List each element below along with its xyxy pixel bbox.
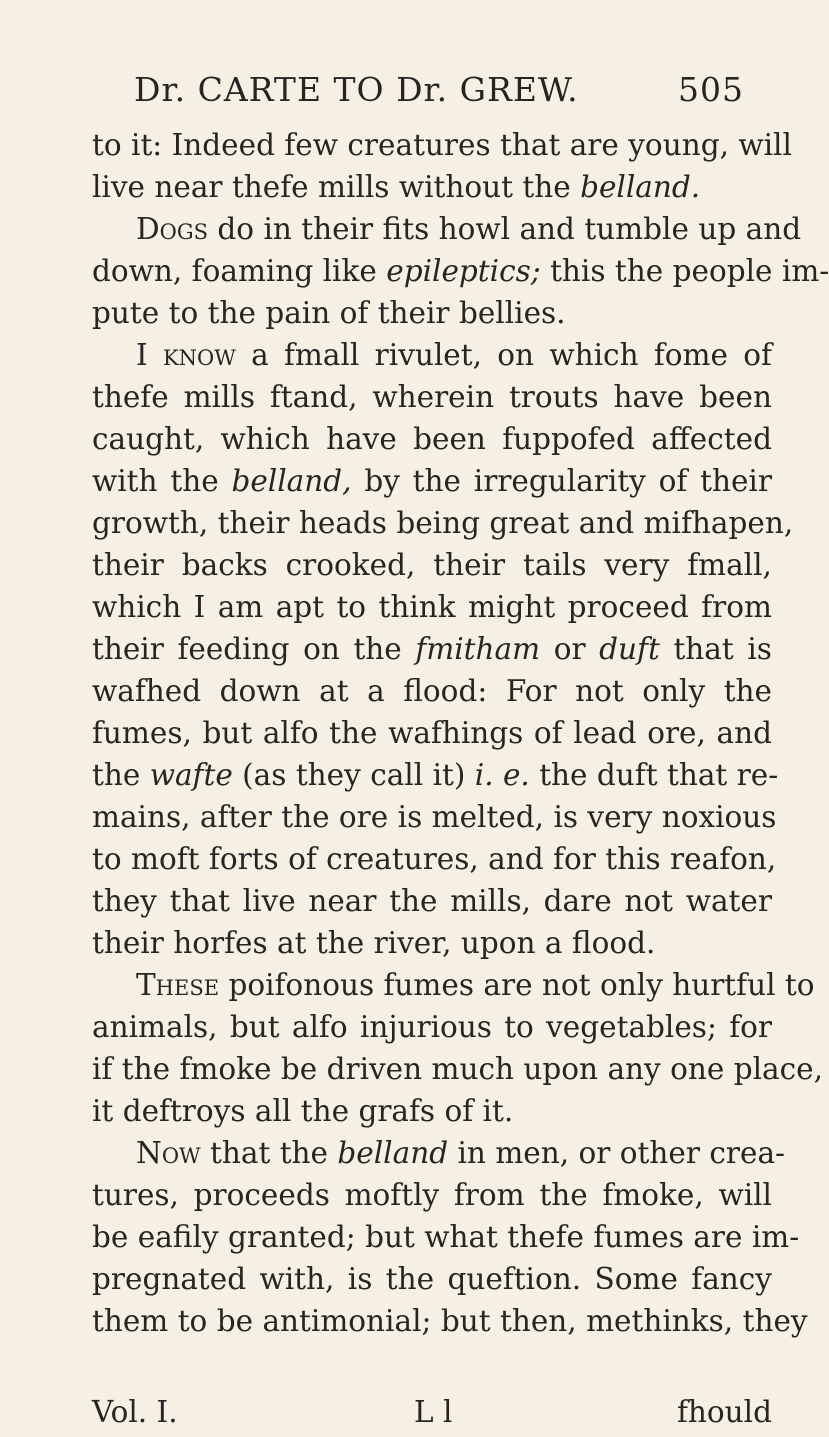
text-line: their horfes at the river, upon a flood. <box>92 926 656 960</box>
text-line: it deftroys all the grafs of it. <box>92 1094 514 1128</box>
text-line: them to be antimonial; but then, methinks, they <box>92 1304 808 1338</box>
text-line: they that live near the mills, dare not water <box>92 884 772 918</box>
text-line: I know a fmall rivulet, on which fome of <box>136 338 772 372</box>
text-line: mains, after the ore is melted, is very noxious <box>92 800 777 834</box>
text-line: Dogs do in their fits howl and tumble up and <box>136 212 802 246</box>
text-line: pute to the pain of their bellies. <box>92 296 566 330</box>
text-line: which I am apt to think might proceed from <box>92 590 772 624</box>
page-footer <box>92 1395 772 1431</box>
text-line: their backs crooked, their tails very fmall, <box>92 548 772 582</box>
text-line: tures, proceeds moftly from the fmoke, will <box>92 1178 772 1212</box>
text-line: with the belland, by the irregularity of their <box>92 464 772 498</box>
running-title: Dr. CARTE TO Dr. GREW. <box>134 70 579 109</box>
text-line: down, foaming like epileptics; this the people im- <box>92 254 829 288</box>
text-line: if the fmoke be driven much upon any one place, <box>92 1052 823 1086</box>
text-line: caught, which have been fuppofed affected <box>92 422 772 456</box>
text-line: pregnated with, is the queftion. Some fancy <box>92 1262 772 1296</box>
text-line: to moft forts of creatures, and for this reafon, <box>92 842 777 876</box>
catchword: fhould <box>677 1395 772 1429</box>
text-line: their feeding on the fmitham or duft that is <box>92 632 772 666</box>
text-line: animals, but alfo injurious to vegetables; for <box>92 1010 772 1044</box>
signature-mark: L l <box>414 1395 453 1429</box>
text-line: These poifonous fumes are not only hurtful to <box>136 968 815 1002</box>
text-line: be eafily granted; but what thefe fumes are im- <box>92 1220 800 1254</box>
text-line: Now that the belland in men, or other crea- <box>136 1136 785 1170</box>
text-line: to it: Indeed few creatures that are young, will <box>92 128 792 162</box>
page-number: 505 <box>678 70 744 109</box>
text-line: growth, their heads being great and mifhapen, <box>92 506 794 540</box>
running-header <box>134 70 744 120</box>
text-line: live near thefe mills without the belland. <box>92 170 701 204</box>
text-line: thefe mills ftand, wherein trouts have been <box>92 380 772 414</box>
text-line: fumes, but alfo the wafhings of lead ore, and <box>92 716 772 750</box>
text-line: the wafte (as they call it) i. e. the duft that re- <box>92 758 779 792</box>
volume-label: Vol. I. <box>92 1395 178 1429</box>
text-line: wafhed down at a flood: For not only the <box>92 674 772 708</box>
